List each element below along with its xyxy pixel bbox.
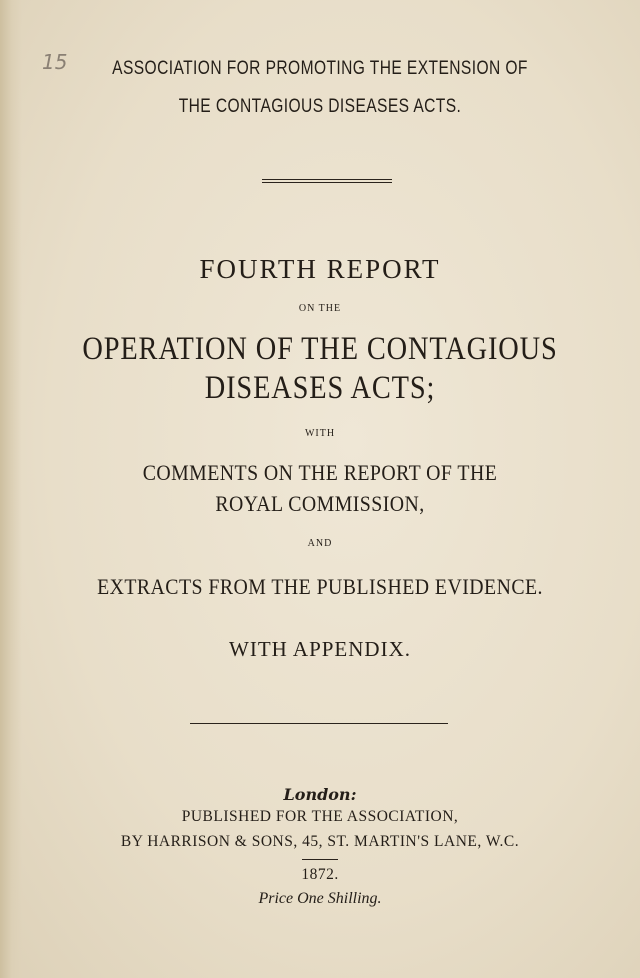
double-rule xyxy=(262,179,392,183)
place-of-publication: London: xyxy=(283,785,357,804)
subject-line-1: OPERATION OF THE CONTAGIOUS xyxy=(82,331,558,367)
separator-rule xyxy=(190,723,448,724)
extracts-line: EXTRACTS FROM THE PUBLISHED EVIDENCE. xyxy=(97,574,543,599)
subject-line-2: DISEASES ACTS; xyxy=(204,370,436,406)
pencil-annotation: 15 xyxy=(42,50,68,74)
association-line-1: ASSOCIATION FOR PROMOTING THE EXTENSION OF xyxy=(112,58,528,79)
binding-edge xyxy=(0,0,22,978)
report-title: FOURTH REPORT xyxy=(199,254,441,284)
and-label: AND xyxy=(307,538,333,549)
appendix-line: WITH APPENDIX. xyxy=(229,637,411,661)
on-the-label: ON THE xyxy=(298,303,342,314)
publisher-line-1: PUBLISHED FOR THE ASSOCIATION, xyxy=(181,808,459,825)
comments-line-2: ROYAL COMMISSION, xyxy=(215,491,425,516)
publication-year: 1872. xyxy=(301,866,339,883)
publisher-line-2: BY HARRISON & SONS, 45, ST. MARTIN'S LANE, W.C. xyxy=(120,833,520,850)
price-line: Price One Shilling. xyxy=(258,890,382,907)
comments-line-1: COMMENTS ON THE REPORT OF THE xyxy=(142,460,498,485)
short-rule xyxy=(302,859,338,860)
association-line-2: THE CONTAGIOUS DISEASES ACTS. xyxy=(178,96,462,117)
with-label: WITH xyxy=(304,428,336,439)
